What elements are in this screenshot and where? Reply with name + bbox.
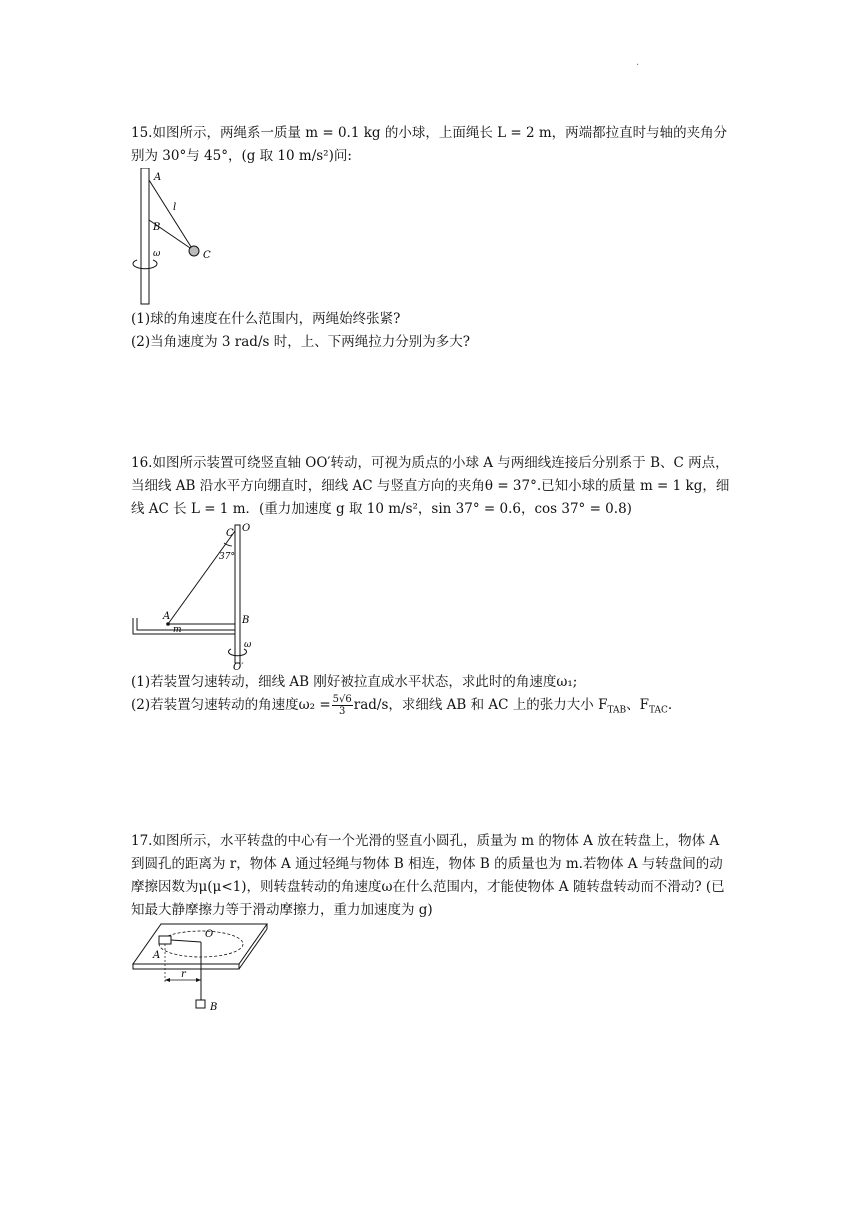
label-B: B bbox=[153, 222, 161, 233]
q2-prefix: (2)若装置匀速转动的角速度ω₂ = bbox=[131, 697, 331, 713]
q2-middle: rad/s，求细线 AB 和 AC 上的张力大小 F bbox=[353, 697, 608, 713]
fraction-denominator: 3 bbox=[339, 706, 346, 717]
label-O-prime: O′ bbox=[233, 662, 244, 671]
header-mark: · bbox=[636, 60, 640, 71]
label-m: m bbox=[173, 625, 182, 635]
label-B: B bbox=[242, 615, 250, 626]
problem-15-q2: (2)当角速度为 3 rad/s 时，上、下两绳拉力分别为多大? bbox=[131, 334, 470, 350]
problem-15-q1: (1)球的角速度在什么范围内，两绳始终张紧? bbox=[131, 311, 401, 327]
label-O: O bbox=[242, 523, 251, 534]
sub-tac: TAC bbox=[648, 705, 668, 716]
label-A: A bbox=[163, 611, 171, 622]
fraction-numerator: 5√6 bbox=[332, 694, 352, 705]
omega2-fraction bbox=[332, 694, 353, 717]
label-angle: 37° bbox=[219, 552, 235, 562]
label-B: B bbox=[210, 1002, 218, 1013]
label-A: A bbox=[154, 172, 162, 183]
label-omega: ω bbox=[153, 249, 161, 259]
q2-end: . bbox=[667, 697, 673, 713]
figure-17 bbox=[131, 922, 271, 1022]
q2-separator: 、F bbox=[626, 697, 649, 713]
label-r: r bbox=[181, 969, 186, 980]
label-l: l bbox=[173, 202, 177, 213]
problem-17-text: 17.如图所示，水平转盘的中心有一个光滑的竖直小圆孔，质量为 m 的物体 A 放在转盘上，物体 A 到圆孔的距离为 r，物体 A 通过轻绳与物体 B 相连，物体 B 的质量也为 m.若物体 A 与转盘间的动摩擦因数为μ(μ<1)，则转盘转动的角速度ω在什么范围内，才能使物体 A 随转盘转动而不滑动? (已知最大静摩擦力等于滑动摩擦力，重力加速度为 g) bbox=[131, 833, 725, 918]
sub-tab: TAB bbox=[607, 705, 627, 716]
problem-17 bbox=[131, 830, 731, 1022]
label-C: C bbox=[226, 528, 234, 539]
label-A: A bbox=[153, 950, 161, 961]
problem-16 bbox=[131, 452, 731, 723]
figure-16 bbox=[131, 521, 261, 671]
problem-16-q2 bbox=[131, 694, 731, 723]
problem-16-q1: (1)若装置匀速转动，细线 AB 刚好被拉直成水平状态，求此时的角速度ω₁; bbox=[131, 674, 578, 690]
problem-15 bbox=[131, 122, 731, 354]
problem-16-text: 16.如图所示装置可绕竖直轴 OO′转动，可视为质点的小球 A 与两细线连接后分别系于 B、C 两点，当细线 AB 沿水平方向绷直时，细线 AC 与竖直方向的夹角θ = 37°.已知小球的质量 m = 1 kg，细线 AC 长 L = 1 m．(重力加速度 g 取 10 m/s²，sin 37° = 0.6，cos 37° = 0.8) bbox=[131, 455, 730, 517]
figure-15 bbox=[131, 168, 231, 308]
label-omega: ω bbox=[244, 640, 252, 650]
problem-15-text: 15.如图所示，两绳系一质量 m = 0.1 kg 的小球，上面绳长 L = 2 m，两端都拉直时与轴的夹角分别为 30°与 45°，(g 取 10 m/s²)问: bbox=[131, 125, 728, 164]
label-C: C bbox=[203, 250, 211, 261]
label-O: O bbox=[205, 929, 214, 940]
